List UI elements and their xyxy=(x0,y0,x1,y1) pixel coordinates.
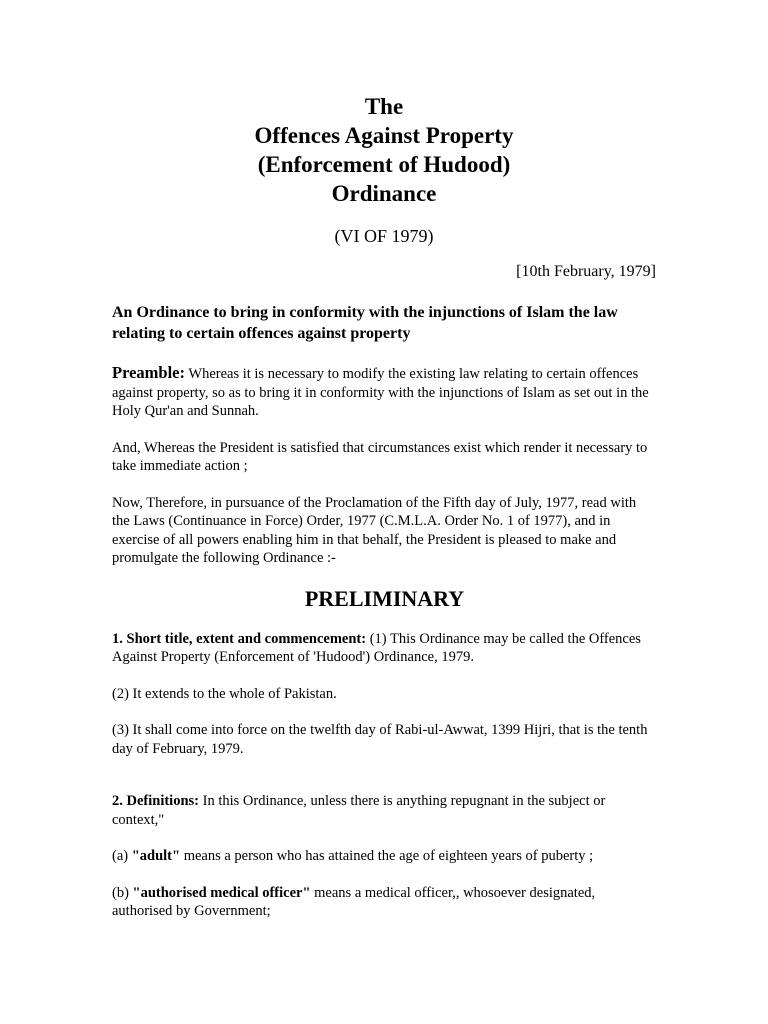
section-2-text: In this Ordinance, unless there is anything repugnant in the subject or context," xyxy=(112,793,606,828)
definition-b-term: "authorised medical officer" xyxy=(132,884,311,901)
ordinance-subtitle: An Ordinance to bring in conformity with the injunctions of Islam the law relating to certain offences against property xyxy=(112,304,618,342)
act-number: (VI OF 1979) xyxy=(334,226,434,246)
section-1-heading: 1. Short title, extent and commencement: xyxy=(112,630,367,647)
section-1-paragraph xyxy=(112,630,657,667)
definition-a-text: means a person who has attained the age of eighteen years of puberty ; xyxy=(180,848,594,864)
preamble-text: Whereas it is necessary to modify the existing law relating to certain offences against property, so as to bring it in conformity with the injunctions of Islam as set out in the Holy Qur'an and Sunnah. xyxy=(112,366,649,419)
definition-a-prefix: (a) xyxy=(112,848,132,864)
title-line-2: Offences Against Property xyxy=(254,123,514,148)
section-1-subsection-3: (3) It shall come into force on the twelfth day of Rabi-ul-Awwat, 1399 Hijri, that is the tenth day of February, 1979. xyxy=(112,722,648,757)
title-line-1: The xyxy=(364,94,404,119)
title-line-4: Ordinance xyxy=(331,181,437,206)
title-line-3: (Enforcement of Hudood) xyxy=(257,152,511,177)
now-therefore-paragraph: Now, Therefore, in pursuance of the Proclamation of the Fifth day of July, 1977, read with the Laws (Continuance in Force) Order, 1977 (C.M.L.A. Order No. 1 of 1977), and in exercise of all powers enabling him in that behalf, the President is pleased to make and promulgate the following Ordinance :- xyxy=(112,494,637,566)
definition-b-prefix: (b) xyxy=(112,884,133,901)
preamble-label: Preamble: xyxy=(112,363,186,382)
section-1-text: (1) This Ordinance may be called the Offences Against Property (Enforcement of 'Hudood') Ordinance, 1979. xyxy=(112,630,641,665)
whereas-paragraph: And, Whereas the President is satisfied that circumstances exist which render it necessary to take immediate action ; xyxy=(112,439,648,474)
preamble-paragraph xyxy=(112,364,657,421)
ordinance-date: [10th February, 1979] xyxy=(516,263,656,280)
ordinance-title xyxy=(0,92,768,208)
section-2-paragraph xyxy=(112,792,657,829)
definition-a xyxy=(112,847,657,866)
document-body xyxy=(112,302,657,939)
section-2-heading: 2. Definitions: xyxy=(112,793,199,809)
definition-a-term: "adult" xyxy=(131,848,181,864)
section-1-subsection-2: (2) It extends to the whole of Pakistan. xyxy=(112,685,337,702)
section-heading-preliminary: PRELIMINARY xyxy=(304,585,465,611)
definition-b-text: means a medical officer,, whosoever designated, authorised by Government; xyxy=(112,884,596,919)
definition-b xyxy=(112,884,657,921)
